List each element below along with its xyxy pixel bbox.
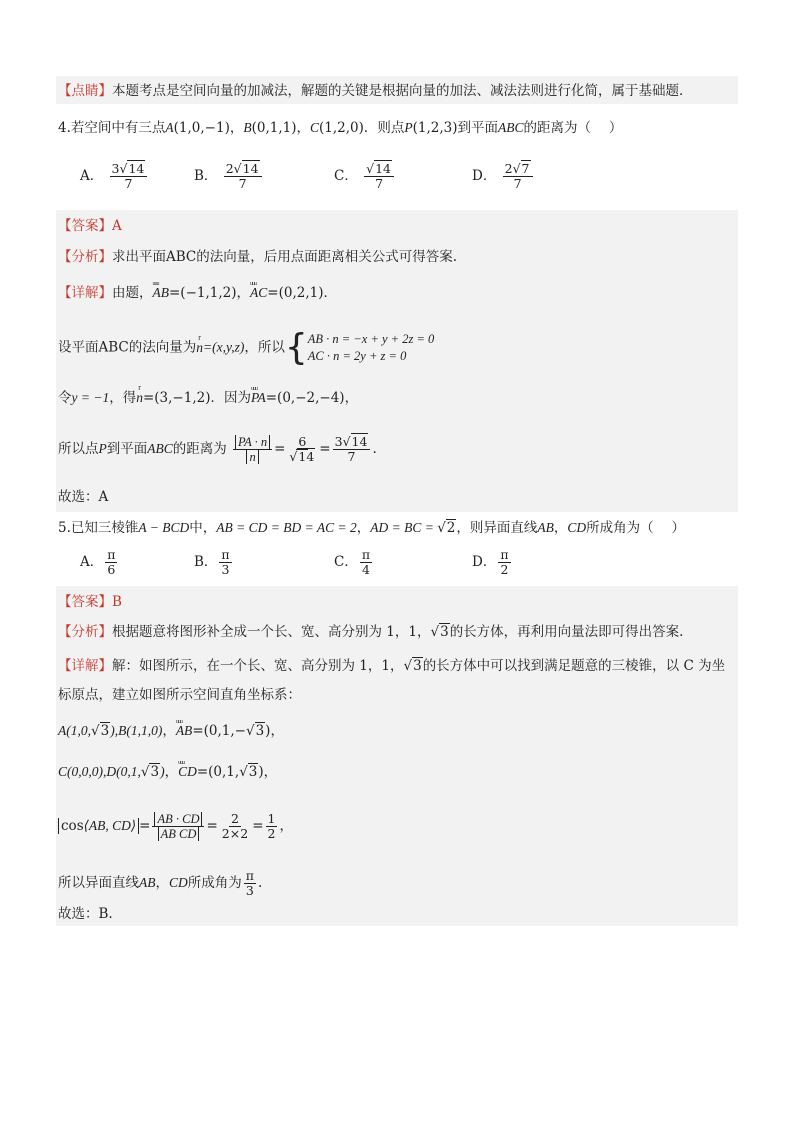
q4-system-eq2: AC · n = 2y + z = 0 — [307, 349, 407, 363]
q5-detail-line2: 标原点，建立如图所示空间直角坐标系： — [58, 687, 301, 703]
q4-detail-line3: 令y = −1，得r n=(3,−1,2)．因为uuu PA=(0,−2,−4)， — [58, 388, 358, 408]
dianjing-text: 本题考点是空间向量的加减法，解题的关键是根据向量的加法、减法法则进行化简，属于基础题． — [112, 83, 693, 99]
q5-stem: 5.已知三棱锥A − BCD中，AB = CD = BD = AC = 2，AD = BC = √2，则异面直线AB，CD所成角为（ ） — [58, 520, 685, 536]
q4-distance-formula: $\frac{PA \cdot n}{n}$ — [233, 435, 272, 464]
q4-detail-line4: 所以点P到平面ABC的距离为 $\frac{PA \cdot n}{n}$ = $\frac{6}{√14}$ = $\frac{3√14}{7}$ . — [58, 434, 377, 464]
q5-option-a[interactable]: A． $\frac{\pi}{6}$ — [80, 547, 116, 577]
q4-system-eq1: AB · n = −x + y + 2z = 0 — [307, 332, 435, 346]
q5-conclusion: 所以异面直线AB，CD所成角为 $\frac{\pi}{3}$ . — [58, 868, 263, 898]
q5-final: 故选：B. — [58, 906, 113, 922]
q5-option-d[interactable]: D． $\frac{\pi}{2}$ — [472, 547, 509, 577]
q5-detail-line4: C(0,0,0),D(0,1,√3)，uuu CD=(0,1,√3)， — [58, 762, 277, 782]
q5-detail-line1: 【详解】解：如图所示，在一个长、宽、高分别为 1，1，√3的长方体中可以找到满足题意的三棱锥，以 C 为坐 — [58, 658, 726, 674]
dianjing-line — [58, 81, 693, 101]
q5-answer: 【答案】B — [58, 594, 122, 610]
q5-detail-line5: cos⟨AB, CD⟩ = $\frac{AB \cdot CD}{\text{AB CD}}$ = $\frac{2}{2\times 2}$ = $\frac{1}{2}$ ， — [58, 812, 293, 841]
q4-option-c[interactable]: C． $\frac{√14}{7}$ — [334, 162, 396, 191]
q4-answer: 【答案】A — [58, 218, 122, 234]
q5-option-b[interactable]: B． $\frac{\pi}{3}$ — [194, 547, 230, 577]
q4-option-d[interactable]: D． $\frac{2√7}{7}$ — [472, 162, 535, 191]
q4-analysis: 【分析】求出平面ABC的法向量，后用点面距离相关公式可得答案. — [58, 249, 458, 265]
q4-detail-line2: 设平面ABC的法向量为r n=(x,y,z)，所以{AB · n = −x + y + 2z = 0 AC · n = 2y + z = 0 — [58, 330, 434, 366]
dianjing-tag: 【点睛】 — [58, 83, 112, 99]
q5-cos-formula: $\frac{AB \cdot CD}{\text{AB CD}}$ — [152, 812, 204, 841]
q4-stem: 4.若空间中有三点A(1,0,−1)，B(0,1,1)，C(1,2,0)．则点P(1,2,3)到平面ABC的距离为（ ） — [58, 120, 623, 136]
q4-detail-line1: 【详解】由题，uuu AB=(−1,1,2)，uuu AC=(0,2,1)． — [58, 283, 337, 303]
q4-option-a[interactable]: A． $\frac{3√14}{7}$ — [80, 162, 149, 191]
q4-final: 故选：A — [58, 489, 109, 505]
q4-option-b[interactable]: B． $\frac{2√14}{7}$ — [194, 162, 264, 191]
q5-option-c[interactable]: C． $\frac{\pi}{4}$ — [334, 547, 371, 577]
q5-detail-line3: A(1,0,√3),B(1,1,0)，uuu AB=(0,1,−√3)， — [58, 721, 284, 741]
q5-analysis: 【分析】根据题意将图形补全成一个长、宽、高分别为 1，1，√3的长方体，再利用向量法即可得出答案. — [58, 624, 684, 640]
